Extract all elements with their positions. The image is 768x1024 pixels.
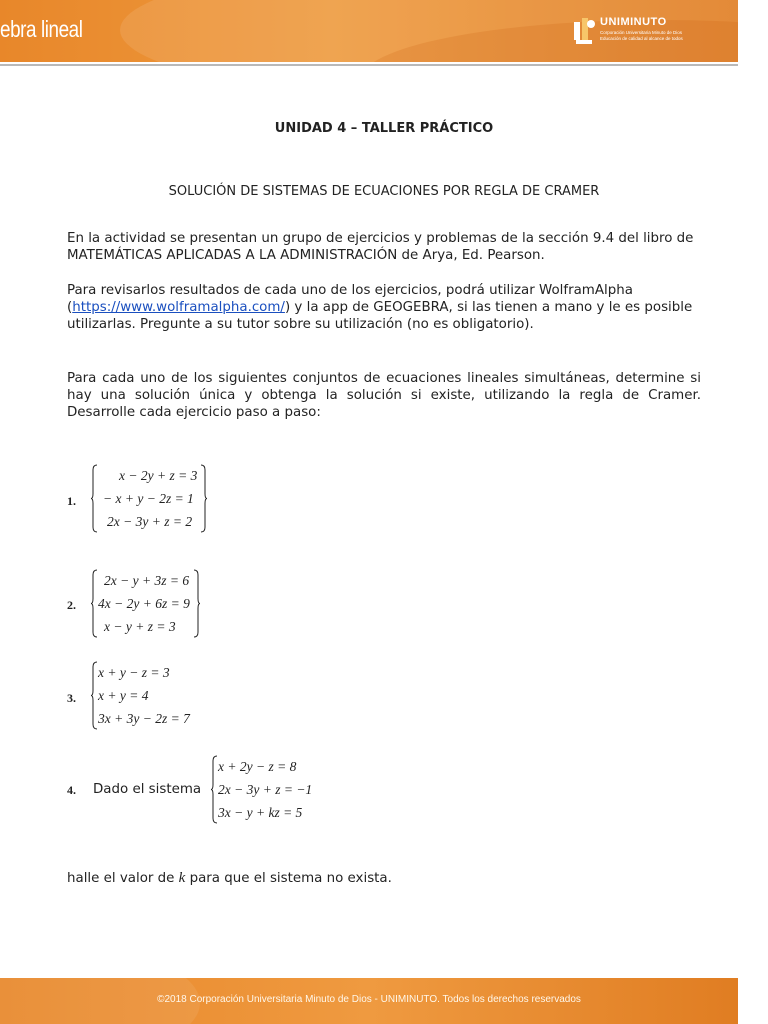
exercise-3-equation-2: x + y = 4 [98, 688, 149, 703]
tools-text-a: Para revisarlos resultados de cada uno de los ejercicios, podrá utilizar WolframAlpha ( [67, 283, 633, 315]
exercise-4-equation-1: x + 2y − z = 8 [218, 759, 297, 774]
exercise-3-number: 3. [67, 691, 76, 705]
left-brace-icon [91, 661, 98, 730]
left-brace-icon [211, 755, 218, 824]
exercise-3-equation-3: 3x + 3y − 2z = 7 [98, 711, 190, 726]
left-brace-icon [91, 569, 98, 638]
exercise-3-equation-1: x + y − z = 3 [98, 665, 170, 680]
intro-paragraph: En la actividad se presentan un grupo de ejercicios y problemas de la sección 9.4 del libro de MATEMÁTICAS APLICADAS A LA ADMINISTRACIÓN de Arya, Ed. Pearson. [67, 231, 694, 263]
exercise-3-system [91, 661, 190, 730]
uniminuto-logo [572, 14, 702, 48]
instructions-paragraph: Para cada uno de los siguientes conjuntos de ecuaciones lineales simultáneas, determine si hay una solución única y obtenga la solución si existe, utilizando la regla de Cramer. Desarrolle cada ejercicio paso a paso: [67, 371, 701, 420]
logo-name: UNIMINUTO [600, 16, 667, 28]
wolframalpha-link[interactable]: https://www.wolframalpha.com/ [72, 300, 285, 315]
copyright-text: ©2018 Corporación Universitaria Minuto de Dios - UNIMINUTO. Todos los derechos reservados [157, 994, 581, 1005]
exercise-1-equation-2: − x + y − 2z = 1 [103, 491, 194, 506]
exercise-2-equation-2: 4x − 2y + 6z = 9 [98, 596, 190, 611]
exercise-2-equation-3: x − y + z = 3 [104, 619, 176, 634]
exercise-4-number: 4. [67, 783, 76, 797]
header-divider [0, 64, 738, 66]
exercise-4-system [211, 755, 312, 824]
right-brace-icon [193, 569, 200, 638]
footer-band [0, 978, 738, 1024]
final-text-a: halle el valor de [67, 871, 179, 886]
logo-subtitle [600, 30, 700, 42]
course-title: ebra lineal [0, 16, 83, 42]
exercise-4-equation-3: 3x − y + kz = 5 [218, 805, 303, 820]
exercise-4-equation-2: 2x − 3y + z = −1 [218, 782, 313, 797]
left-brace-icon [91, 464, 98, 533]
tools-paragraph [67, 282, 701, 333]
document-subtitle: SOLUCIÓN DE SISTEMAS DE ECUACIONES POR REGLA DE CRAMER [168, 184, 600, 199]
logo-subtitle-line1: Corporación Universitaria Minuto de Dios [600, 30, 683, 35]
exercise-1-equation-1: x − 2y + z = 3 [119, 468, 198, 483]
final-text-b: para que el sistema no exista. [185, 871, 392, 886]
variable-k: k [178, 870, 186, 886]
exercise-4-label: Dado el sistema [93, 782, 202, 797]
exercise-2-number: 2. [67, 598, 76, 612]
right-brace-icon [200, 464, 207, 533]
exercise-1-system [91, 464, 207, 533]
logo-subtitle-line2: Educación de calidad al alcance de todos [600, 36, 683, 41]
final-instruction [67, 870, 392, 887]
exercise-1-number: 1. [67, 494, 76, 508]
uniminuto-logo-icon [572, 16, 596, 46]
exercise-2-system [91, 569, 200, 638]
tools-text-b: ) y la app de GEOGEBRA, si las tienen a mano y le es posible utilizarlas. Pregunte a su tutor sobre su utilización (no es obligatorio). [67, 300, 693, 332]
exercise-2-equation-1: 2x − y + 3z = 6 [104, 573, 190, 588]
exercise-1-equation-3: 2x − 3y + z = 2 [107, 514, 193, 529]
header-band [0, 0, 738, 62]
unit-title: UNIDAD 4 – TALLER PRÁCTICO [274, 121, 494, 136]
